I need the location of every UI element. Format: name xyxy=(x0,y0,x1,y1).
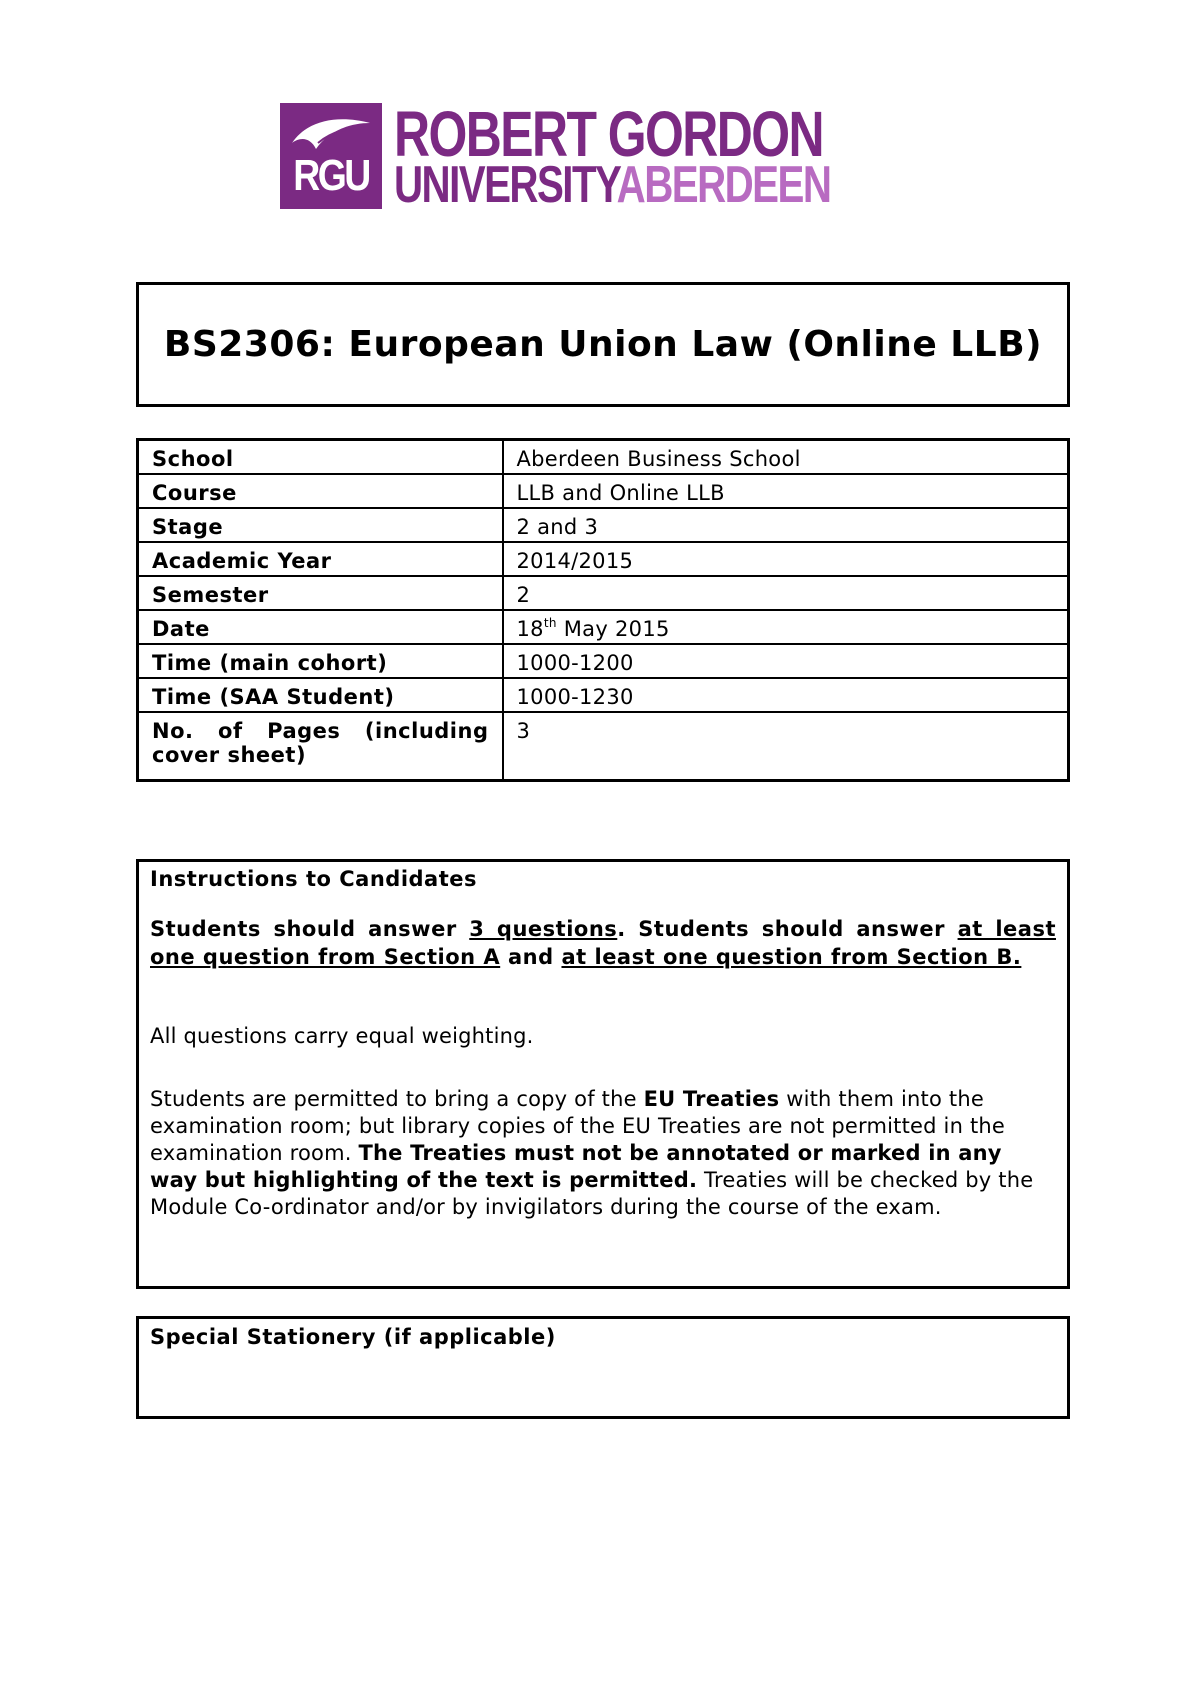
row-label: School xyxy=(138,440,503,474)
answer-text: . Students should answer xyxy=(617,917,958,941)
row-value: 3 xyxy=(503,712,1069,781)
answer-text: Students should answer xyxy=(150,917,470,941)
leaf-icon xyxy=(288,113,374,153)
table-row xyxy=(138,542,1069,576)
weighting-note: All questions carry equal weighting. xyxy=(150,1024,534,1048)
logo-university-name: ROBERT GORDON xyxy=(394,98,823,170)
date-day: 18 xyxy=(516,616,544,641)
answer-instruction-line-2 xyxy=(150,943,1056,971)
logo-badge-text: RGU xyxy=(293,151,369,200)
table-row xyxy=(138,610,1069,644)
row-label-line-2: cover sheet) xyxy=(152,742,307,767)
row-label: Time (SAA Student) xyxy=(138,678,503,712)
row-label: Course xyxy=(138,474,503,508)
treaties-rule: The Treaties must not be annotated or marked in any way but highlighting of the text is permitted. xyxy=(150,1141,1002,1192)
stationery-heading: Special Stationery (if applicable) xyxy=(150,1325,556,1349)
logo-university-word: UNIVERSITY xyxy=(394,156,617,214)
logo-badge xyxy=(280,103,382,209)
logo-subtitle xyxy=(394,155,830,215)
table-row xyxy=(138,508,1069,542)
row-value: 1000-1200 xyxy=(503,644,1069,678)
title-box xyxy=(136,282,1070,407)
answer-instruction-line-1 xyxy=(150,915,1056,943)
row-label: Stage xyxy=(138,508,503,542)
row-value: 2014/2015 xyxy=(503,542,1069,576)
row-value-date xyxy=(503,610,1069,644)
instructions-box xyxy=(136,859,1070,1289)
answer-section-a: one question from Section A xyxy=(150,945,501,969)
row-label: Time (main cohort) xyxy=(138,644,503,678)
date-ordinal: th xyxy=(543,615,557,630)
treaties-note xyxy=(150,1086,1056,1221)
row-value: LLB and Online LLB xyxy=(503,474,1069,508)
answer-at-least: at least xyxy=(957,917,1056,941)
exam-title: BS2306: European Union Law (Online LLB) xyxy=(163,324,1043,365)
table-row xyxy=(138,576,1069,610)
treaties-text: Treaties will be checked by the Module Co-ordinator and/or by invigilators during the course of the exam. xyxy=(150,1168,1034,1219)
table-row xyxy=(138,440,1069,474)
instructions-heading: Instructions to Candidates xyxy=(150,867,478,891)
row-label-line-1: No. of Pages (including xyxy=(152,718,489,743)
row-value: Aberdeen Business School xyxy=(503,440,1069,474)
row-value: 1000-1230 xyxy=(503,678,1069,712)
stationery-box xyxy=(136,1316,1070,1419)
treaties-text: Students are permitted to bring a copy of the xyxy=(150,1087,644,1111)
answer-text: and xyxy=(500,945,562,969)
table-row xyxy=(138,712,1069,781)
table-row xyxy=(138,678,1069,712)
logo-city-word: ABERDEEN xyxy=(616,156,831,214)
answer-count: 3 questions xyxy=(469,917,618,941)
row-value: 2 and 3 xyxy=(503,508,1069,542)
row-label: Academic Year xyxy=(138,542,503,576)
table-row xyxy=(138,474,1069,508)
exam-info-table xyxy=(136,438,1070,782)
table-row xyxy=(138,644,1069,678)
university-logo xyxy=(280,98,856,214)
row-value: 2 xyxy=(503,576,1069,610)
row-label: Date xyxy=(138,610,503,644)
treaties-text: with them into the examination room; but library copies of the EU Treaties are not permitted in the examination room. xyxy=(150,1087,1006,1165)
row-label xyxy=(138,712,503,781)
row-label: Semester xyxy=(138,576,503,610)
answer-section-b: at least one question from Section B. xyxy=(561,945,1022,969)
date-month-year: May 2015 xyxy=(556,616,670,641)
treaties-bold: EU Treaties xyxy=(643,1087,780,1111)
